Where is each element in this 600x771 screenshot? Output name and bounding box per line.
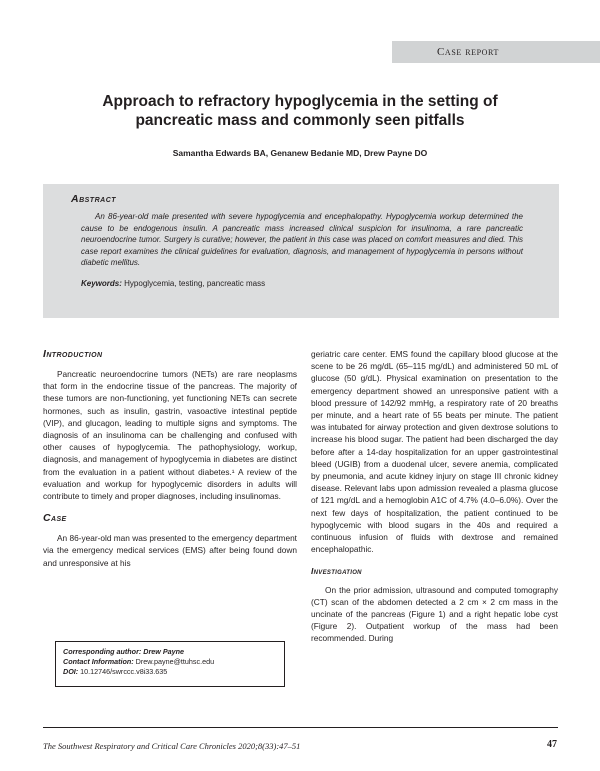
right-column <box>311 348 558 645</box>
case-heading: Case <box>43 512 67 525</box>
page-number: 47 <box>547 739 557 750</box>
left-column <box>43 348 297 569</box>
introduction-paragraph: Pancreatic neuroendocrine tumors (NETs) are rare neoplasms that form in the endocrine tissue of the pancreas. The majority of these tumors are non-functioning, yet functioning NETs can secrete hormones, such as insulin, gastrin, vasoactive intestinal peptide (VIP), and glucagon, leading to multiple signs and symptoms. The diagnosis of an insulinoma can be challenging and confused with other causes of hypoglycemia. The pathophysiology, workup, diagnosis, and management of hypoglycemia in diabetes are distinct from the evaluation in a patient without diabetes.¹ A review of the evaluation and workup for hypoglycemic disorders in adults will contribute to timely and proper diagnoses, including insulinomas. <box>43 369 297 502</box>
introduction-heading: Introduction <box>43 348 103 360</box>
doi-link[interactable]: 10.12746/swrccc.v8i33.635 <box>80 667 168 676</box>
case-continued-paragraph: geriatric care center. EMS found the capillary blood glucose at the scene to be 26 mg/dL (65–115 mg/dL) and administered 50 mL of glucose (50 g/dL). Physical examination on presentation to the emergency department showed an unresponsive patient with a blood pressure of 142/92 mmHg, a respiratory rate of 20 breaths per minute, and a heart rate of 55 beats per minute. The patient was intubated for airway protection and given dextrose solutions to increase his blood sugar. The patient had been discharged the day before after a 14-day hospitalization for an upper gastrointestinal bleed (UGIB) from a duodenal ulcer, severe anemia, complicated by pneumonia, and acute kidney injury on stage III chronic kidney disease. Relevant labs upon admission revealed a plasma glucose of 121 mg/dL and a hemoglobin A1C of 4.7% (4.0–6.0%). Over the next few days of hospitalization, the patient continued to be hypoglycemic with blood sugars in the 40s and required a continuous infusion of fluids with dextrose and remained encephalopathic. <box>311 349 558 555</box>
abstract-box <box>43 184 559 318</box>
footer-journal-citation: The Southwest Respiratory and Critical Care Chronicles 2020;8(33):47–51 <box>43 741 301 751</box>
contact-information <box>63 657 277 667</box>
title-line-1: Approach to refractory hypoglycemia in the setting of <box>102 93 498 110</box>
doi-label: DOI: <box>63 667 79 676</box>
abstract-text: An 86-year-old male presented with severe hypoglycemia and encephalopathy. Hypoglycemia workup determined the cause to be endogenous insulin. A pancreatic mass increased clinical suspicion for insulinoma, a rare pancreatic neuroendocrine tumor. Surgery is curative; however, the patient in this case was placed on comfort measures and died. This case report examines the clinical guidelines for evaluation, diagnosis, and management of hypoglycemia in persons without diabetic mellitus. <box>81 212 523 267</box>
investigation-paragraph: On the prior admission, ultrasound and computed tomography (CT) scan of the abdomen detected a 2 cm × 2 cm mass in the uncinate of the pancreas (Figure 1) and a right hepatic lobe cyst (Figure 2). Outpatient workup of the mass had been recommended. During <box>311 584 558 644</box>
corresponding-author-label: Corresponding author: <box>63 647 142 656</box>
keywords-list: Hypoglycemia, testing, pancreatic mass <box>124 278 266 288</box>
case-report-label: Case report <box>392 41 600 63</box>
author-list: Samantha Edwards BA, Genanew Bedanie MD, Drew Payne DO <box>172 148 428 158</box>
correspondence-box <box>55 641 285 687</box>
doi <box>63 667 277 677</box>
corresponding-author-name: Drew Payne <box>143 647 185 656</box>
title-line-2: pancreatic mass and commonly seen pitfalls <box>135 112 465 129</box>
keywords-label: Keywords: <box>81 278 122 288</box>
investigation-heading: Investigation <box>311 566 362 577</box>
contact-email-link[interactable]: Drew.payne@ttuhsc.edu <box>135 657 215 666</box>
abstract-heading: Abstract <box>71 193 117 205</box>
corresponding-author <box>63 647 277 657</box>
contact-label: Contact Information: <box>63 657 134 666</box>
footer-divider <box>43 727 558 728</box>
keywords <box>81 279 523 288</box>
article-title <box>40 92 560 130</box>
case-paragraph: An 86-year-old man was presented to the emergency department via the emergency medical services (EMS) after being found down and unresponsive at his <box>43 533 297 568</box>
